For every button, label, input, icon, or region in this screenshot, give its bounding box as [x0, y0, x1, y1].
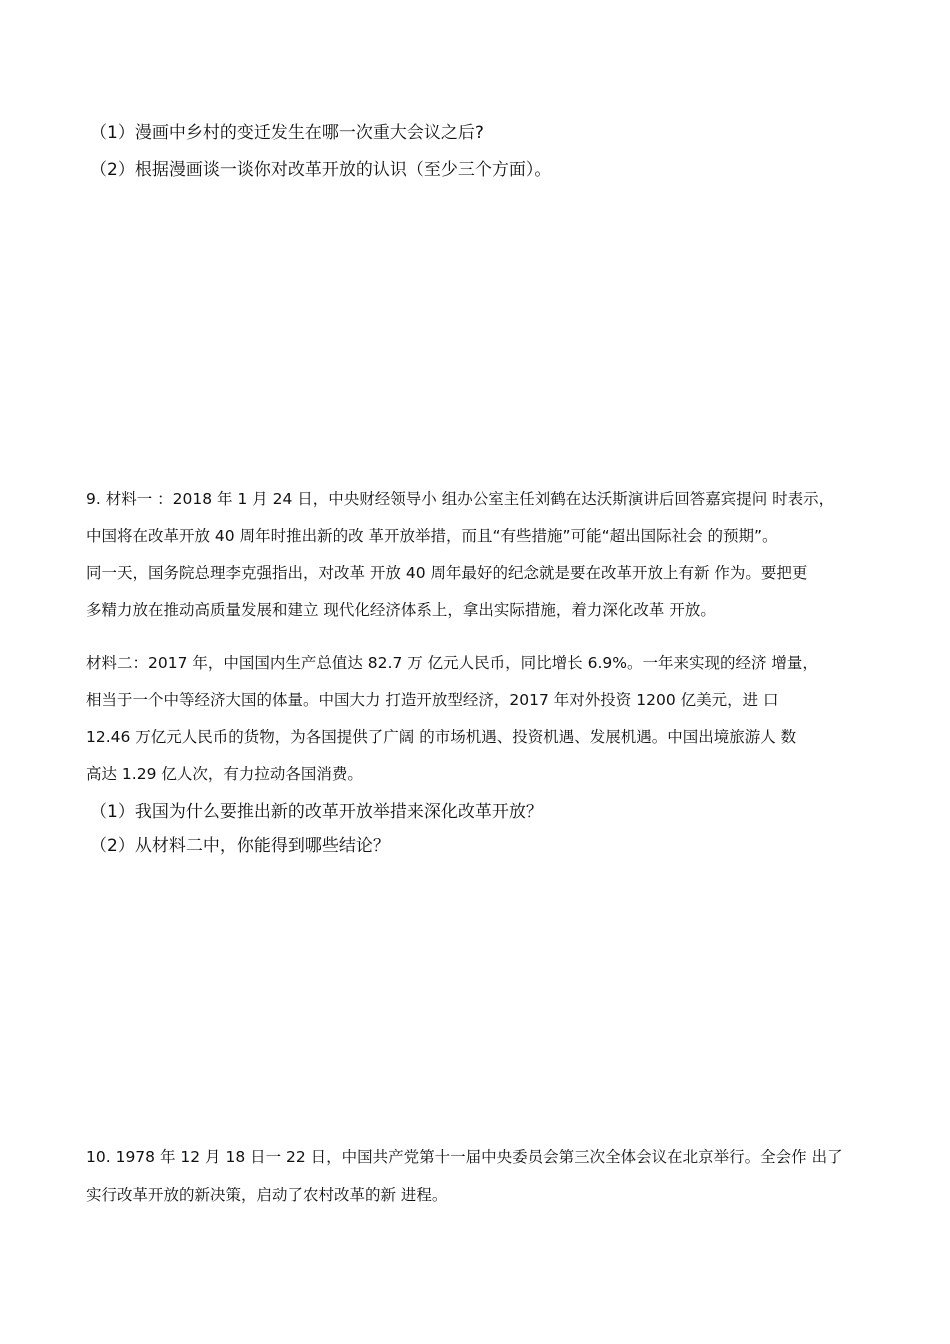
question-9-1: （1）我国为什么要推出新的改革开放举措来深化改革开放？	[90, 802, 543, 822]
question-9-2: （2）从材料二中，你能得到哪些结论？	[90, 836, 390, 856]
question-10-line-2: 实行改革开放的新决策，启动了农村改革的新 进程。	[86, 1186, 448, 1204]
question-10-line-1: 10. 1978 年 12 月 18 日一 22 日，中国共产党第十一届中央委员会第三次全体会议在北京举行。全会作 出了	[86, 1148, 843, 1166]
material-2-line-2: 相当于一个中等经济大国的体量。中国大力 打造开放型经济，2017 年对外投资 1200 亿美元，进 口	[86, 691, 779, 709]
material-1-line-4: 多精力放在推动高质量发展和建立 现代化经济体系上，拿出实际措施，着力深化改革 开放。	[86, 601, 716, 619]
material-2-line-1: 材料二：2017 年，中国国内生产总值达 82.7 万 亿元人民币，同比增长 6.9%。一年来实现的经济 增量，	[86, 654, 818, 672]
question-8-1: （1）漫画中乡村的变迁发生在哪一次重大会议之后?	[90, 123, 484, 143]
question-8-2: （2）根据漫画谈一谈你对改革开放的认识（至少三个方面）。	[90, 160, 552, 180]
material-1-line-3: 同一天，国务院总理李克强指出，对改革 开放 40 周年最好的纪念就是要在改革开放上有新 作为。要把更	[86, 564, 808, 582]
material-1-line-1: 9. 材料一 ：2018 年 1 月 24 日，中央财经领导小 组办公室主任刘鹤在达沃斯演讲后回答嘉宾提问 时表示，	[86, 490, 835, 508]
material-2-line-4: 高达 1.29 亿人次，有力拉动各国消费。	[86, 765, 363, 783]
material-2-line-3: 12.46 万亿元人民币的货物，为各国提供了广阔 的市场机遇、投资机遇、发展机遇。中国出境旅游人 数	[86, 728, 797, 746]
material-1-line-2: 中国将在改革开放 40 周年时推出新的改 革开放举措，而且“有些措施”可能“超出国际社会 的预期”。	[86, 527, 778, 545]
